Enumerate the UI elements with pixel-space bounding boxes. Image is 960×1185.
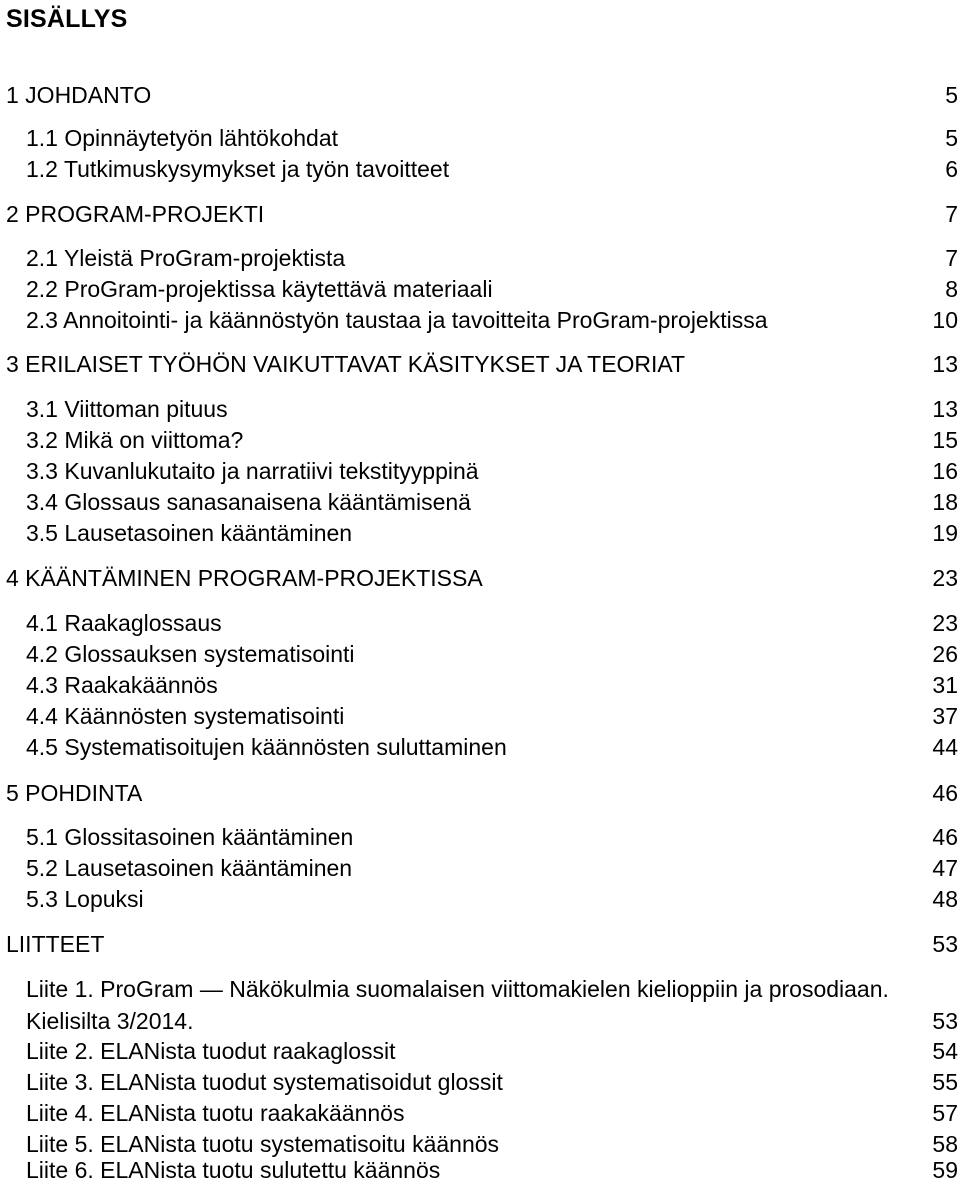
toc-entry-text: 4.4 Käännösten systematisointi: [26, 703, 345, 729]
toc-page-number: 46: [932, 780, 958, 806]
toc-entry-text: 3.4 Glossaus sanasanaisena kääntämisenä: [26, 489, 471, 515]
toc-page-number: 26: [932, 641, 958, 667]
toc-page-number: 59: [932, 1157, 958, 1183]
toc-entry-text: 3.1 Viittoman pituus: [26, 396, 228, 422]
toc-page-number: 53: [932, 931, 958, 957]
toc-entry-text: 2.3 Annoitointi- ja käännöstyön taustaa ja tavoitteita ProGram-projektissa: [26, 307, 768, 333]
toc-page-number: 55: [932, 1069, 958, 1095]
toc-page-number: 58: [932, 1131, 958, 1157]
toc-entry-text: Liite 1. ProGram — Näkökulmia suomalaisen viittomakielen kielioppiin ja prosodiaan. Kielisilta 3/2014.: [26, 976, 889, 1034]
toc-entry-section[interactable]: [26, 154, 958, 184]
toc-entry-appendix[interactable]: [26, 1067, 958, 1097]
toc-entry-text: 1 JOHDANTO: [6, 82, 152, 108]
toc-entry-text: 3.5 Lausetasoinen kääntäminen: [26, 520, 353, 546]
toc-entry-section[interactable]: [26, 274, 958, 304]
toc-entry-text: 4.5 Systematisoitujen käännösten suluttaminen: [26, 734, 507, 760]
toc-entry-chapter[interactable]: [6, 349, 958, 379]
toc-entry-text: 4.2 Glossauksen systematisointi: [26, 641, 355, 667]
toc-entry-appendix[interactable]: [26, 973, 958, 1037]
toc-entry-text: 5.1 Glossitasoinen kääntäminen: [26, 824, 354, 850]
toc-page-number: 7: [945, 201, 958, 227]
toc-entry-text: Liite 4. ELANista tuotu raakakäännös: [26, 1100, 405, 1126]
toc-page-number: 5: [945, 82, 958, 108]
toc-entry-section[interactable]: [26, 884, 958, 914]
toc-entry-chapter[interactable]: [6, 929, 958, 959]
toc-entry-appendix[interactable]: [26, 1155, 958, 1185]
toc-page-number: 18: [932, 489, 958, 515]
toc-entry-chapter[interactable]: [6, 199, 958, 229]
toc-entry-section[interactable]: [26, 732, 958, 762]
toc-entry-section[interactable]: [26, 394, 958, 424]
toc-entry-text: 4 KÄÄNTÄMINEN PROGRAM-PROJEKTISSA: [6, 565, 483, 591]
toc-page-number: 57: [932, 1100, 958, 1126]
toc-entry-text: 5.2 Lausetasoinen kääntäminen: [26, 855, 353, 881]
toc-page-number: 23: [932, 565, 958, 591]
toc-entry-text: 1.2 Tutkimuskysymykset ja työn tavoitteet: [26, 156, 450, 182]
toc-entry-text: 4.1 Raakaglossaus: [26, 610, 222, 636]
toc-page-number: 53: [932, 1008, 958, 1034]
toc-entry-section[interactable]: [26, 701, 958, 731]
toc-entry-section[interactable]: [26, 639, 958, 669]
toc-entry-text: 3.2 Mikä on viittoma?: [26, 427, 244, 453]
toc-page-number: 6: [945, 156, 958, 182]
toc-entry-section[interactable]: [26, 425, 958, 455]
toc-page-number: 31: [932, 672, 958, 698]
toc-entry-appendix[interactable]: [26, 1098, 958, 1128]
toc-entry-text: 5 POHDINTA: [6, 780, 143, 806]
toc-entry-section[interactable]: [26, 243, 958, 273]
toc-entry-chapter[interactable]: [6, 80, 958, 110]
toc-page-number: 54: [932, 1038, 958, 1064]
toc-entry-text: 3 ERILAISET TYÖHÖN VAIKUTTAVAT KÄSITYKSET JA TEORIAT: [6, 351, 686, 377]
toc-entry-text: 2.2 ProGram-projektissa käytettävä materiaali: [26, 276, 493, 302]
toc-page-number: 47: [932, 855, 958, 881]
toc-page-number: 7: [945, 245, 958, 271]
toc-entry-section[interactable]: [26, 487, 958, 517]
toc-entry-section[interactable]: [26, 822, 958, 852]
toc-entry-text: 1.1 Opinnäytetyön lähtökohdat: [26, 125, 339, 151]
toc-entry-section[interactable]: [26, 123, 958, 153]
page-title: SISÄLLYS: [6, 5, 128, 33]
toc-entry-section[interactable]: [26, 853, 958, 883]
toc-page-number: 19: [932, 520, 958, 546]
toc-page-number: 13: [932, 351, 958, 377]
toc-entry-section[interactable]: [26, 670, 958, 700]
toc-entry-text: 2.1 Yleistä ProGram-projektista: [26, 245, 346, 271]
toc-entry-text: Liite 3. ELANista tuodut systematisoidut glossit: [26, 1069, 503, 1095]
toc-page-number: 15: [932, 427, 958, 453]
toc-entry-text: Liite 6. ELANista tuotu sulutettu käännös: [26, 1157, 441, 1183]
toc-page-number: 5: [945, 125, 958, 151]
toc-entry-section[interactable]: [26, 456, 958, 486]
toc-page-number: 13: [932, 396, 958, 422]
toc-page-number: 8: [945, 276, 958, 302]
toc-entry-text: 4.3 Raakakäännös: [26, 672, 218, 698]
toc-page-number: 46: [932, 824, 958, 850]
toc-page-number: 10: [932, 307, 958, 333]
toc-entry-text: LIITTEET: [6, 931, 105, 957]
toc-entry-text: Liite 5. ELANista tuotu systematisoitu käännös: [26, 1131, 500, 1157]
toc-page-number: 48: [932, 886, 958, 912]
toc-page-number: 37: [932, 703, 958, 729]
toc-entry-section[interactable]: [26, 305, 958, 335]
toc-entry-chapter[interactable]: [6, 778, 958, 808]
toc-entry-chapter[interactable]: [6, 563, 958, 593]
toc-page-number: 16: [932, 458, 958, 484]
toc-entry-text: 2 PROGRAM-PROJEKTI: [6, 201, 265, 227]
toc-entry-section[interactable]: [26, 518, 958, 548]
toc-entry-section[interactable]: [26, 608, 958, 638]
toc-entry-text: 3.3 Kuvanlukutaito ja narratiivi tekstityyppinä: [26, 458, 479, 484]
toc-entry-text: Liite 2. ELANista tuodut raakaglossit: [26, 1038, 396, 1064]
toc-entry-text: 5.3 Lopuksi: [26, 886, 144, 912]
toc-page-number: 23: [932, 610, 958, 636]
toc-page-number: 44: [932, 734, 958, 760]
toc-entry-appendix[interactable]: [26, 1036, 958, 1066]
